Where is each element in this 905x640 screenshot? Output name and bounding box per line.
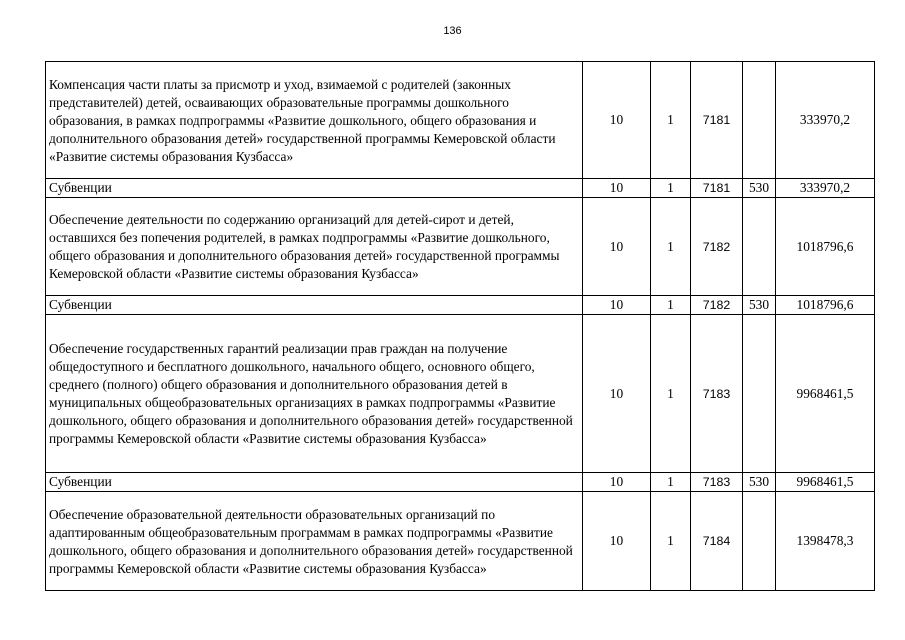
row-description: Субвенции [46,179,583,198]
amount-value: 1018796,6 [776,296,875,315]
target-article-code: 7181 [691,179,743,198]
subsection-code: 1 [651,62,691,179]
section-code: 10 [583,473,651,492]
section-code: 10 [583,179,651,198]
target-article-code: 7181 [691,62,743,179]
subsection-code: 1 [651,296,691,315]
section-code: 10 [583,296,651,315]
table-row [46,492,875,591]
table-row [46,179,875,198]
target-article-code: 7182 [691,198,743,296]
section-code: 10 [583,315,651,473]
section-code: 10 [583,62,651,179]
page-number: 136 [443,25,462,37]
budget-table [45,61,875,591]
table-row [46,62,875,179]
amount-value: 1018796,6 [776,198,875,296]
expense-type-code: 530 [743,473,776,492]
section-code: 10 [583,492,651,591]
amount-value: 9968461,5 [776,315,875,473]
amount-value: 9968461,5 [776,473,875,492]
subsection-code: 1 [651,179,691,198]
subsection-code: 1 [651,492,691,591]
expense-type-code [743,198,776,296]
section-code: 10 [583,198,651,296]
table-row [46,198,875,296]
expense-type-code [743,492,776,591]
expense-type-code: 530 [743,296,776,315]
row-description: Обеспечение образовательной деятельности образовательных организаций по адаптированным общеобразовательным программам в рамках подпрограммы «Развитие дошкольного, общего образования и дополнительного образования детей» государственной программы Кемеровской области «Развитие системы образования Кузбасса» [46,492,583,591]
table-row [46,473,875,492]
table-row [46,315,875,473]
row-description: Компенсация части платы за присмотр и уход, взимаемой с родителей (законных представителей) детей, осваивающих образовательные программы дошкольного образования, в рамках подпрограммы «Развитие дошкольного, общего образования и дополнительного образования детей» государственной программы Кемеровской области «Развитие системы образования Кузбасса» [46,62,583,179]
row-description: Субвенции [46,473,583,492]
subsection-code: 1 [651,473,691,492]
amount-value: 333970,2 [776,179,875,198]
row-description: Обеспечение государственных гарантий реализации прав граждан на получение общедоступного и бесплатного дошкольного, начального общего, основного общего, среднего (полного) общего образования и дополнительного образования детей в муниципальных общеобразовательных организациях в рамках подпрограммы «Развитие дошкольного, общего образования и дополнительного образования детей» государственной программы Кемеровской области «Развитие системы образования Кузбасса» [46,315,583,473]
subsection-code: 1 [651,198,691,296]
amount-value: 1398478,3 [776,492,875,591]
expense-type-code [743,62,776,179]
amount-value: 333970,2 [776,62,875,179]
target-article-code: 7184 [691,492,743,591]
target-article-code: 7183 [691,315,743,473]
target-article-code: 7183 [691,473,743,492]
row-description: Субвенции [46,296,583,315]
table-row [46,296,875,315]
subsection-code: 1 [651,315,691,473]
expense-type-code: 530 [743,179,776,198]
row-description: Обеспечение деятельности по содержанию организаций для детей-сирот и детей, оставшихся без попечения родителей, в рамках подпрограммы «Развитие дошкольного, общего образования и дополнительного образования детей» государственной программы Кемеровской области «Развитие системы образования Кузбасса» [46,198,583,296]
target-article-code: 7182 [691,296,743,315]
expense-type-code [743,315,776,473]
